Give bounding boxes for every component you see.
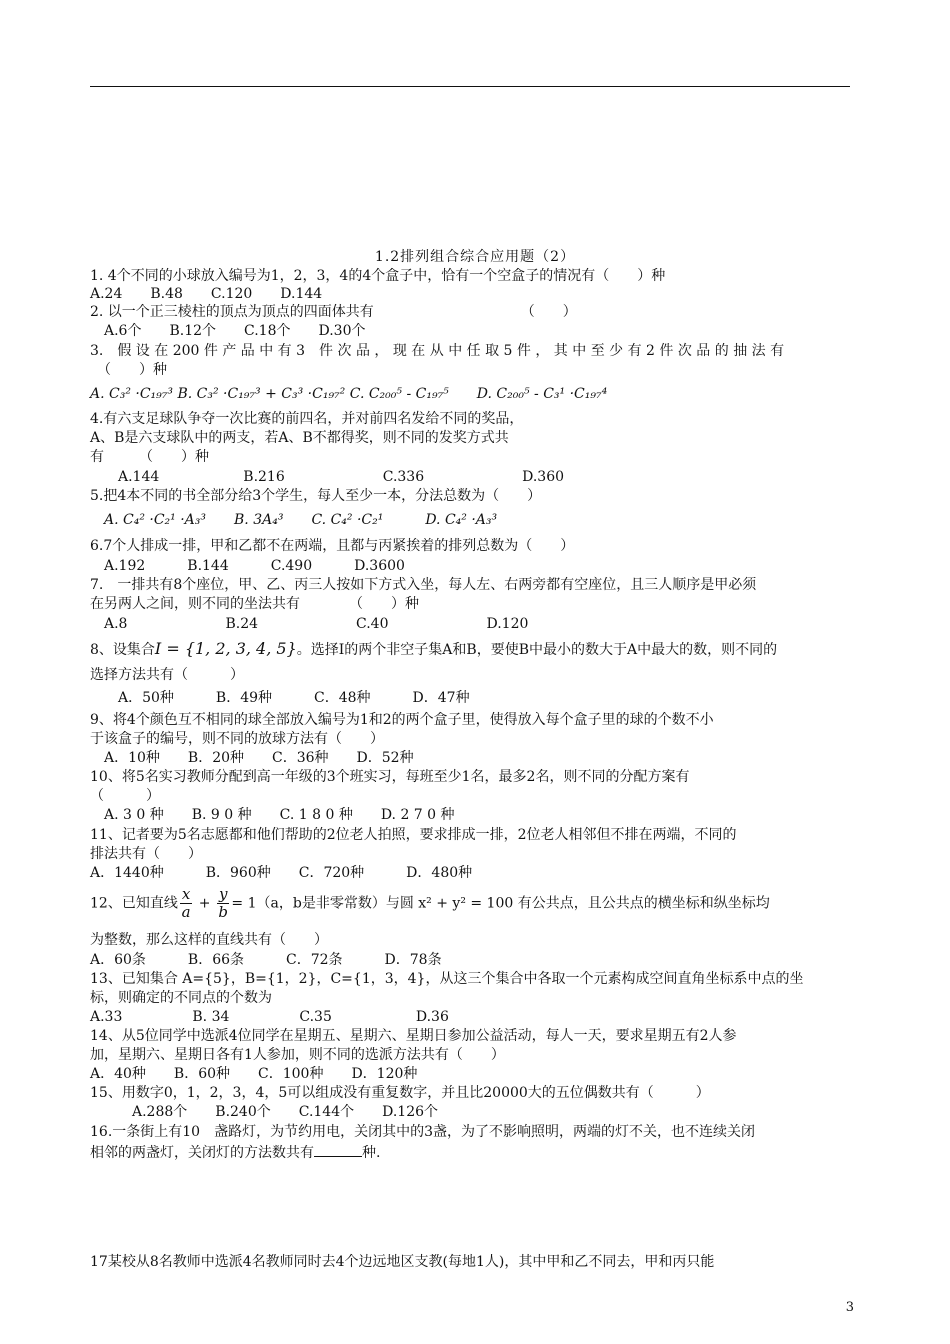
q11-stem: 11、记者要为5名志愿都和他们帮助的2位老人拍照，要求排成一排，2位老人相邻但不排在两端，不同的 [90, 827, 737, 843]
q8-stem-suffix: 。选择I的两个非空子集A和B，要使B中最小的数大于A中最大的数，则不同的 [296, 642, 778, 658]
q14-options: A．40种 B．60种 C．100种 D．120种 [90, 1066, 418, 1082]
q12-options: A．60条 B．66条 C．72条 D．78条 [90, 952, 442, 968]
q4-options: A.144 B.216 C.336 D.360 [90, 469, 565, 485]
q14-stem-cont: 加，星期六、星期日各有1人参加，则不同的选派方法共有（ ） [90, 1047, 505, 1063]
q12-stem-suffix: = 1（a，b是非零常数）与圆 x² + y² = 100 有公共点，且公共点的横坐标和纵坐标均 [231, 895, 770, 912]
q8-stem [90, 640, 777, 659]
q8-stem-cont: 选择方法共有（ ） [90, 667, 244, 683]
q7-options: A.8 B.24 C.40 D.120 [90, 616, 529, 632]
q1-stem: 1. 4个不同的小球放入编号为1，2，3，4的4个盒子中，恰有一个空盒子的情况有（ ）种 [90, 268, 666, 284]
q13-stem-cont: 标，则确定的不同点的个数为 [90, 990, 272, 1006]
q7-stem-cont: 在另两人之间，则不同的坐法共有 （ ）种 [90, 596, 419, 612]
fraction-y-over-b: $\frac{y}{b}$ [218, 885, 228, 921]
q1-options: A.24 B.48 C.120 D.144 [90, 286, 323, 302]
q16-stem-prefix: 相邻的两盏灯，关闭灯的方法数共有 [90, 1145, 314, 1161]
q5-stem: 5.把4本不同的书全部分给3个学生，每人至少一本，分法总数为（ ） [90, 488, 542, 504]
fraction-x-over-a: $\frac{x}{a}$ [181, 885, 191, 921]
q12-stem: 12、已知直线 $\frac{x}{a}$ + $\frac{y}{b}$ = 1（a，b是非零常数）与圆 x² + y² = 100 有公共点，且公共点的横坐标和纵坐标均 [90, 885, 770, 921]
q16-stem: 16.一条街上有10 盏路灯，为节约用电，关闭其中的3盏，为了不影响照明，两端的灯不关，也不连续关闭 [90, 1124, 755, 1140]
q12-stem-cont: 为整数，那么这样的直线共有（ ） [90, 932, 328, 948]
q3-options: A. C₃² ·C₁₉₇³ B. C₃² ·C₁₉₇³ + C₃³ ·C₁₉₇² C. C₂₀₀⁵ - C₁₉₇⁵ D. C₂₀₀⁵ - C₃¹ ·C₁₉₇⁴ [90, 386, 608, 402]
q9-stem: 9、将4个颜色互不相同的球全部放入编号为1和2的两个盒子里，使得放入每个盒子里的球的个数不小 [90, 712, 714, 728]
q10-stem-cont: （ ） [90, 788, 160, 804]
q6-options: A.192 B.144 C.490 D.3600 [90, 558, 405, 574]
q7-stem: 7. 一排共有8个座位，甲、乙、丙三人按如下方式入坐，每人左、右两旁都有空座位，且三人顺序是甲必须 [90, 577, 757, 593]
q10-options: A. 3 0 种 B. 9 0 种 C. 1 8 0 种 D. 2 7 0 种 [90, 807, 455, 823]
q3-stem-cont: （ ）种 [90, 362, 167, 378]
q4-stem-cont: A、B是六支球队中的两支，若A、B不都得奖，则不同的发奖方式共 [90, 430, 509, 446]
q2-options: A.6个 B.12个 C.18个 D.30个 [90, 323, 366, 339]
q9-stem-cont: 于该盒子的编号，则不同的放球方法有（ ） [90, 731, 384, 747]
q16-stem-cont [90, 1142, 380, 1162]
answer-blank [314, 1142, 362, 1157]
q8-options: A．50种 B．49种 C．48种 D．47种 [90, 690, 470, 706]
page-number: 3 [845, 1300, 854, 1315]
q16-stem-suffix: 种. [362, 1145, 381, 1161]
q15-options: A.288个 B.240个 C.144个 D.126个 [90, 1104, 439, 1120]
q8-stem-prefix: 8、设集合 [90, 642, 155, 658]
page-title: 1.2排列组合综合应用题（2） [374, 249, 576, 265]
q13-options: A.33 B. 34 C.35 D.36 [90, 1009, 449, 1025]
q2-stem: 2. 以一个正三棱柱的顶点为顶点的四面体共有 （ ） [90, 304, 577, 320]
q5-options: A. C₄² ·C₂¹ ·A₃³ B. 3A₄³ C. C₄² ·C₂¹ D. C₄² ·A₃³ [90, 512, 498, 528]
q11-stem-cont: 排法共有（ ） [90, 846, 202, 862]
q15-stem: 15、用数字0，1，2，3，4，5可以组成没有重复数字，并且比20000大的五位偶数共有（ ） [90, 1085, 710, 1101]
q8-set-expression: I = {1, 2, 3, 4, 5} [154, 639, 297, 658]
q17-stem: 17某校从8名教师中选派4名教师同时去4个边远地区支教(每地1人)，其中甲和乙不同去，甲和丙只能 [90, 1254, 715, 1270]
q14-stem: 14、从5位同学中选派4位同学在星期五、星期六、星期日参加公益活动，每人一天，要求星期五有2人参 [90, 1028, 737, 1044]
q11-options: A．1440种 B．960种 C．720种 D．480种 [90, 865, 473, 881]
q13-stem: 13、已知集合 A={5}，B={1，2}，C={1，3，4}，从这三个集合中各取一个元素构成空间直角坐标系中点的坐 [90, 971, 804, 987]
header-rule [90, 86, 850, 87]
q10-stem: 10、将5名实习教师分配到高一年级的3个班实习，每班至少1名，最多2名，则不同的分配方案有 [90, 769, 690, 785]
q6-stem: 6.7个人排成一排，甲和乙都不在两端，且都与丙紧挨着的排列总数为（ ） [90, 538, 575, 554]
q9-options: A．10种 B．20种 C．36种 D．52种 [90, 750, 414, 766]
q12-stem-prefix: 12、已知直线 [90, 895, 178, 912]
q3-stem: 3. 假 设 在 200 件 产 品 中 有 3 件 次 品 ， 现 在 从 中 任 取 5 件 ， 其 中 至 少 有 2 件 次 品 的 抽 法 有 [90, 343, 785, 359]
q4-stem-cont2: 有 （ ）种 [90, 449, 209, 465]
q4-stem: 4.有六支足球队争夺一次比赛的前四名，并对前四名发给不同的奖品， [90, 411, 524, 427]
